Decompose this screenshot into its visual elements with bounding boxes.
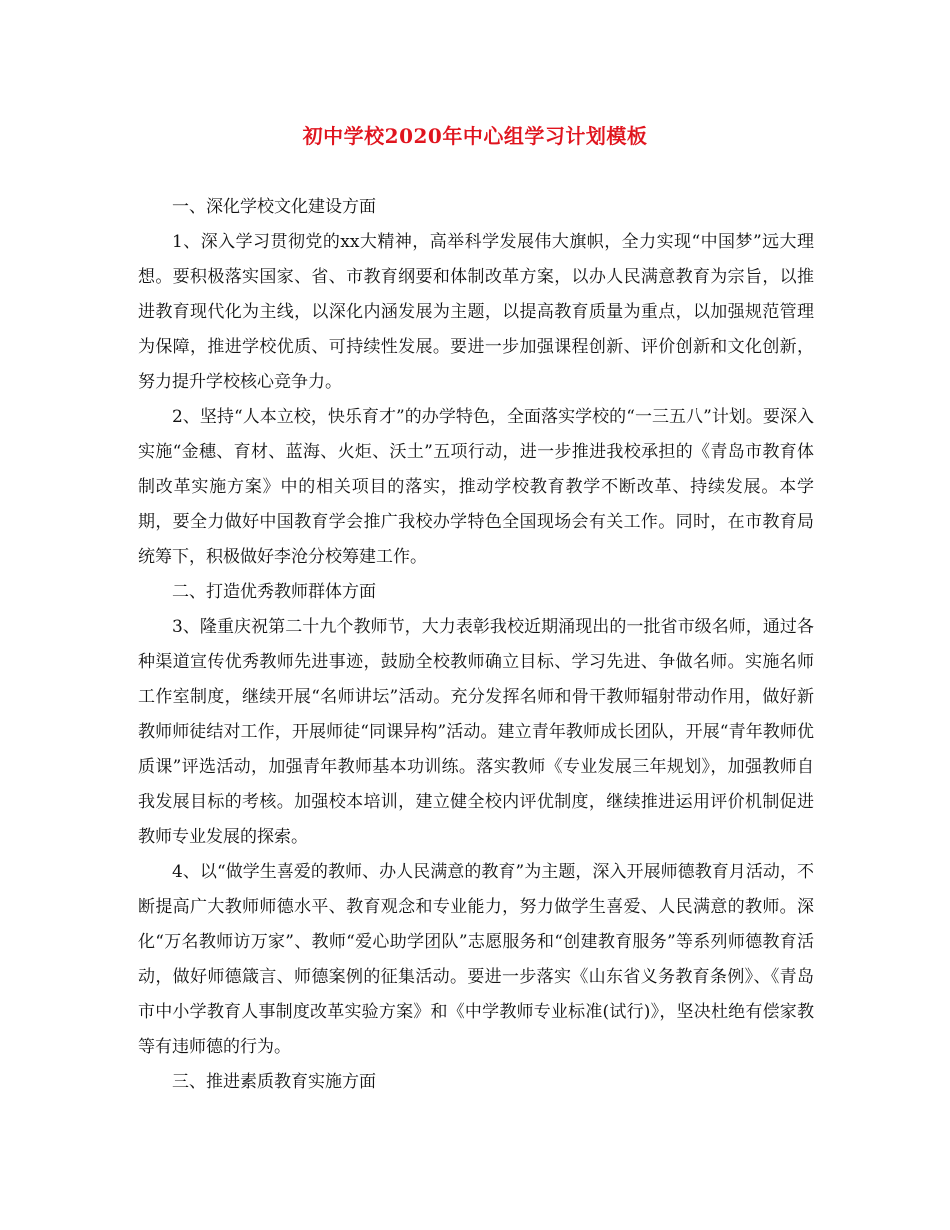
document-body — [138, 190, 814, 1100]
section-heading-2: 二、打造优秀教师群体方面 — [172, 582, 376, 602]
paragraph-1: 1、深入学习贯彻党的xx大精神，高举科学发展伟大旗帜，全力实现“中国梦”远大理想。要积极落实国家、省、市教育纲要和体制改革方案，以办人民满意教育为宗旨，以推进教育现代化为主线，以深化内涵发展为主题，以提高教育质量为重点，以加强规范管理为保障，推进学校优质、可持续性发展。要进一步加强课程创新、评价创新和文化创新，努力提升学校核心竞争力。 — [138, 232, 814, 392]
section-heading-3: 三、推进素质教育实施方面 — [172, 1072, 376, 1092]
paragraph-2: 2、坚持“人本立校，快乐育才”的办学特色，全面落实学校的“一三五八”计划。要深入实施“金穗、育材、蓝海、火炬、沃土”五项行动，进一步推进我校承担的《青岛市教育体制改革实施方案》中的相关项目的落实，推动学校教育教学不断改革、持续发展。本学期，要全力做好中国教育学会推广我校办学特色全国现场会有关工作。同时，在市教育局统筹下，积极做好李沧分校筹建工作。 — [138, 407, 814, 567]
section-heading-1: 一、深化学校文化建设方面 — [172, 197, 376, 217]
paragraph-4: 4、以“做学生喜爱的教师、办人民满意的教育”为主题，深入开展师德教育月活动，不断提高广大教师师德水平、教育观念和专业能力，努力做学生喜爱、人民满意的教师。深化“万名教师访万家”、教师“爱心助学团队”志愿服务和“创建教育服务”等系列师德教育活动，做好师德箴言、师德案例的征集活动。要进一步落实《山东省义务教育条例》、《青岛市中小学教育人事制度改革实验方案》和《中学教师专业标准(试行)》，坚决杜绝有偿家教等有违师德的行为。 — [138, 862, 814, 1057]
document-title: 初中学校2020年中心组学习计划模板 — [302, 124, 648, 148]
paragraph-3: 3、隆重庆祝第二十九个教师节，大力表彰我校近期涌现出的一批省市级名师，通过各种渠道宣传优秀教师先进事迹，鼓励全校教师确立目标、学习先进、争做名师。实施名师工作室制度，继续开展“名师讲坛”活动。充分发挥名师和骨干教师辐射带动作用，做好新教师师徒结对工作，开展师徒“同课异构”活动。建立青年教师成长团队，开展“青年教师优质课”评选活动，加强青年教师基本功训练。落实教师《专业发展三年规划》，加强教师自我发展目标的考核。加强校本培训，建立健全校内评优制度，继续推进运用评价机制促进教师专业发展的探索。 — [138, 617, 814, 847]
